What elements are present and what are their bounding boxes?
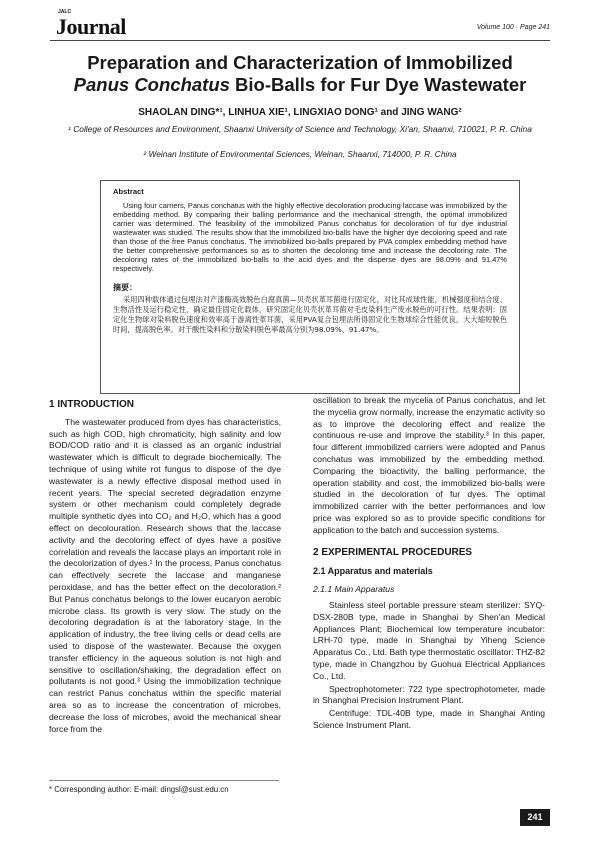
journal-logo-small: JALC <box>58 9 72 15</box>
left-column <box>49 395 281 736</box>
section-2-1-heading: 2.1 Apparatus and materials <box>313 566 433 577</box>
abstract-box <box>100 180 520 394</box>
intro-paragraph-2: oscillation to break the mycelia of Panus conchatus, and let the mycelia grow normally, increase the enzymatic activity so as to improve the decoloring effect and realize the continuous re-use and improve the stability.³ In this paper, four different immobilized carriers were adopted and Panus conchatus was immobilized by the embedding method. Comparing the bioactivity, the balling performance, the operation stability and cost, the immobilized bio-balls were studied in the decoloration of fur dyes. The optimal immobilized carrier with the better performances and low price was explored so as to provide specific conditions for application to the batch and succession systems. <box>313 395 545 535</box>
corresponding-author-footnote: * Corresponding author: E-mail: dingsl@sust.edu.cn <box>49 785 229 794</box>
apparatus-paragraph-2: Spectrophotometer: 722 type spectrophotometer, made in Shanghai Precision Instrument Plant. <box>313 683 545 706</box>
title-species: Panus Conchatus <box>73 74 230 95</box>
right-column <box>313 395 545 733</box>
title-line-2: Bio-Balls for Fur Dye Wastewater <box>229 74 527 95</box>
abstract-cn-text: 采用四种载体通过包埋法对产漆酶高效脱色白腐真菌—贝壳状革耳菌进行固定化，对比其成球性能，机械强度和结合度、生物活性及运行稳定性，确定最佳固定化载体，研究固定化贝壳状革耳菌对毛皮染料生产废水脱色的可行性。结果表明：固定化生物球对染料脱色速度和效率高于游离性革耳菌，采用PVA复合包埋法所得固定化生物球综合性能优良，大大缩短脱色时间，提高脱色率。对于酸性染料和分散染料脱色率最高分别为98.09%、91.47%。 <box>113 295 507 334</box>
section-2-heading: 2 EXPERIMENTAL PROCEDURES <box>313 546 473 558</box>
author-list: SHAOLAN DING*¹, LINHUA XIE¹, LINGXIAO DONG¹ and JING WANG² <box>138 107 462 118</box>
page-header <box>0 0 600 44</box>
abstract-text: Using four carriers, Panus conchatus with the highly effective decoloration producing laccase was immobilized by the embedding method. By comparing their balling performance and the mechanical strength, the optimal immobilized carrier was determined. The feasibility of the immobilized Panus conchatus for decoloration of fur dye industrial wastewater was studied. The results show that the immobilized bio-balls have the higher dye decoloring speed and rate than those of the free Panus conchatus. The immobilized bio-balls prepared by PVA complex embedding method have the better comprehensive performances so as to shorten the decoloring time and increase the decoloring rate. The decoloring rates of the immobilized bio-balls to the acid dyes and the disperse dyes are 98.09% and 91.47% respectively. <box>113 201 507 273</box>
journal-logo: Journal <box>56 14 126 39</box>
title-line-1: Preparation and Characterization of Immobilized <box>87 52 513 73</box>
affiliation-1: ¹ College of Resources and Environment, Shaanxi University of Science and Technology, Xi'an, Shaanxi, 710021, P. R. China <box>68 124 532 134</box>
apparatus-paragraph-3: Centrifuge: TDL-40B type, made in Shanghai Anting Science Instrument Plant. <box>313 708 545 730</box>
volume-page-info: Volume 100 · Page 241 <box>476 24 550 31</box>
section-1-heading: 1 INTRODUCTION <box>49 399 134 410</box>
abstract-cn-heading: 摘要： <box>113 283 137 292</box>
abstract-heading: Abstract <box>113 187 144 196</box>
apparatus-paragraph-1: Stainless steel portable pressure steam sterilizer: SYQ-DSX-280B type, made in Shanghai by Shen'an Medical Appliances Plant; Biochemical low temperature incubator: LRH-70 type, made in Shanghai by Yiheng Science Apparatus Co., Ltd. Bath type thermostatic oscillator: THZ-82 type, made in Changzhou by Guohua Electrical Appliances Co., Ltd. <box>313 599 545 681</box>
affiliation-2: ² Weinan Institute of Environmental Sciences, Weinan, Shaanxi, 714000, P. R. China <box>143 149 457 159</box>
intro-paragraph-1: The wastewater produced from dyes has characteristics, such as high COD, high chromaticity, high salinity and low BOD/COD ratio and it is classed as an organic industrial wastewater which is difficult to degrade biochemically. The technique of using white rot fungus to dispose of the dye wastewater is a newly effective disposal method used in recent years. The special secreted degradation enzyme system or other mechanism could completely degrade multiple synthetic dyes into CO₂ and H₂O, which has a good effect on decolouration. Research shows that the laccase activity and the decoloring effect of dyes have a positive correlation and reveals the laccase plays an important role in the decolorization of dyes.¹ In the process, Panus conchatus can effectively secrete the laccase and manganese peroxidase, and has the better effect on the decoloration.² But Panus conchatus belongs to the lower eucaryon aerobic microbe class. Its growth is very slow. The study on the decoloring degradation is at the laboratory stage. In the application of industry, the free living cells or dead cells are used to dispose of the wastewater. Because the oxygen transfer efficiency in the aqueous solution is not high and sensitive to oscillation/shaking, the degradation effect on pollutants is not good.³ Using the immobilization technique can restrict Panus conchatus within the specific material area so as to increase the concentration of microbes, decrease the loss of microbes, avoid the mechanical shear force from the <box>49 416 281 734</box>
header-divider <box>50 40 550 41</box>
page-number: 241 <box>520 809 550 826</box>
section-2-1-1-heading: 2.1.1 Main Apparatus <box>313 584 395 595</box>
footnote-divider <box>49 780 279 781</box>
article-title <box>40 52 560 96</box>
